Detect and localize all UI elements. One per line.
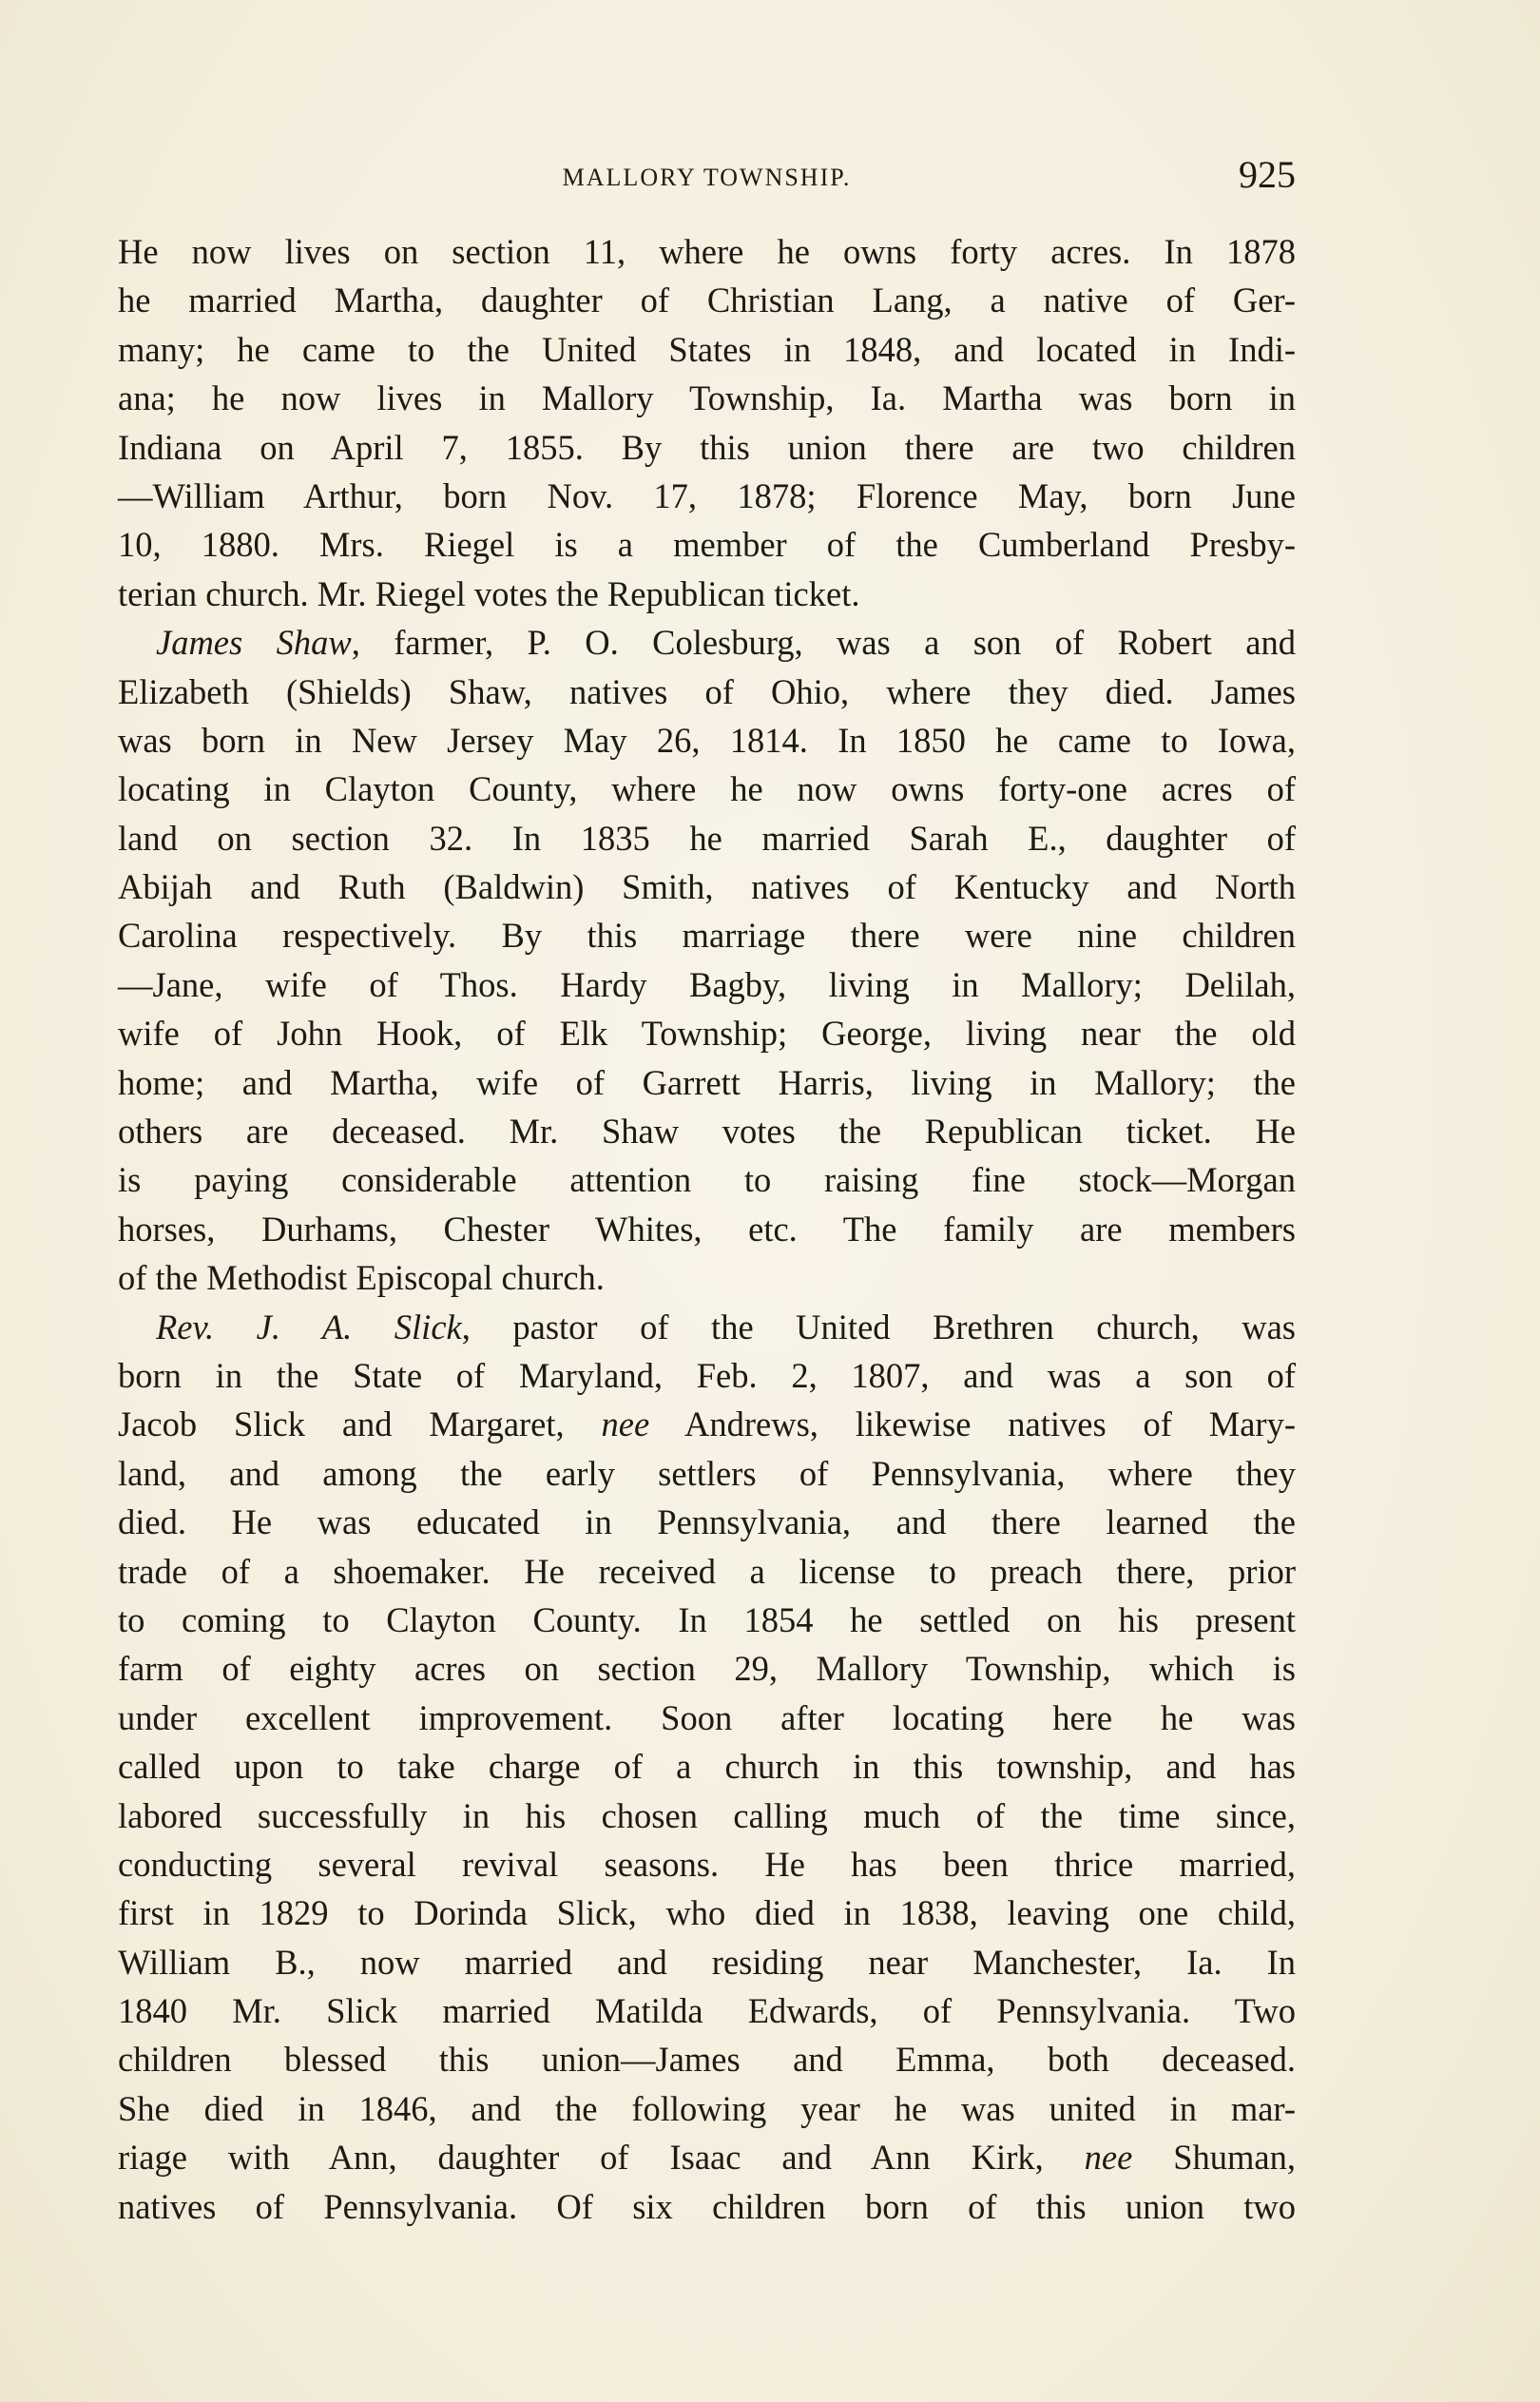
text-line — [118, 1840, 1296, 1889]
text-line — [118, 2035, 1296, 2083]
text-line — [118, 374, 1296, 422]
text-line — [118, 765, 1296, 813]
line-text: to coming to Clayton County. In 1854 he settled on his present — [118, 1599, 1296, 1639]
text-line — [118, 1889, 1296, 1937]
line-text: many; he came to the United States in 1848, and located in Indi- — [118, 329, 1296, 369]
text-line — [118, 911, 1296, 959]
italic-text: nee — [601, 1404, 650, 1444]
line-text: Elizabeth (Shields) Shaw, natives of Ohio, where they died. James — [118, 671, 1296, 711]
line-text: conducting several revival seasons. He has been thrice married, — [118, 1844, 1296, 1884]
line-text: locating in Clayton County, where he now owns forty-one acres of — [118, 769, 1296, 809]
line-text: trade of a shoemaker. He received a license to preach there, prior — [118, 1551, 1296, 1591]
text-line — [118, 1155, 1296, 1204]
body-text — [118, 227, 1296, 2231]
line-text: natives of Pennsylvania. Of six children born of this union two — [118, 2186, 1296, 2226]
line-text: terian church. Mr. Riegel votes the Republican ticket. — [118, 573, 860, 613]
text-line — [118, 1205, 1296, 1253]
line-text: wife of John Hook, of Elk Township; George, living near the old — [118, 1014, 1296, 1054]
text-line — [118, 2182, 1296, 2231]
line-text: He now lives on section 11, where he owns forty acres. In 1878 — [118, 232, 1296, 271]
line-text: home; and Martha, wife of Garrett Harris, living in Mallory; the — [118, 1062, 1296, 1102]
text-line — [118, 1303, 1296, 1351]
text-line — [118, 325, 1296, 374]
text-line — [118, 1792, 1296, 1840]
line-text: , pastor of the United Brethren church, was — [461, 1307, 1296, 1346]
text-line — [118, 472, 1296, 520]
line-text: children blessed this union—James and Emma, both deceased. — [118, 2040, 1296, 2080]
text-line — [118, 618, 1296, 667]
text-line — [118, 1742, 1296, 1791]
running-head: MALLORY TOWNSHIP. — [562, 164, 852, 191]
text-line — [118, 1009, 1296, 1057]
line-text: Abijah and Ruth (Baldwin) Smith, natives of Kentucky and North — [118, 867, 1296, 907]
line-text: horses, Durhams, Chester Whites, etc. The family are members — [118, 1209, 1296, 1249]
text-line — [118, 1694, 1296, 1742]
text-line — [118, 423, 1296, 472]
line-text: —Jane, wife of Thos. Hardy Bagby, living in Mallory; Delilah, — [118, 964, 1296, 1004]
line-text: land on section 32. In 1835 he married Sarah E., daughter of — [118, 818, 1296, 858]
text-line — [118, 1498, 1296, 1546]
italic-text: Rev. J. A. Slick — [156, 1307, 462, 1346]
italic-text: James Shaw — [156, 623, 352, 663]
text-line — [118, 1596, 1296, 1644]
line-text: labored successfully in his chosen calling much of the time since, — [118, 1795, 1296, 1835]
text-line — [118, 276, 1296, 324]
italic-text: nee — [1084, 2138, 1133, 2178]
text-line — [118, 1253, 1296, 1302]
line-text: She died in 1846, and the following year he was united in mar- — [118, 2088, 1296, 2128]
line-text: , farmer, P. O. Colesburg, was a son of Robert and — [351, 623, 1296, 663]
text-line — [118, 1058, 1296, 1107]
text-line — [118, 960, 1296, 1009]
line-text: Andrews, likewise natives of Mary- — [649, 1404, 1296, 1444]
line-text: land, and among the early settlers of Pennsylvania, where they — [118, 1453, 1296, 1493]
text-line — [118, 2084, 1296, 2133]
line-text: ana; he now lives in Mallory Township, Ia. Martha was born in — [118, 378, 1296, 418]
line-text: Jacob Slick and Margaret, — [118, 1404, 602, 1444]
text-line — [118, 814, 1296, 862]
line-text: riage with Ann, daughter of Isaac and Ann Kirk, — [118, 2138, 1085, 2178]
page-number: 925 — [1239, 153, 1296, 196]
text-line — [118, 227, 1296, 276]
line-text: 1840 Mr. Slick married Matilda Edwards, of Pennsylvania. Two — [118, 1991, 1296, 2031]
line-text: first in 1829 to Dorinda Slick, who died in 1838, leaving one child, — [118, 1893, 1296, 1933]
line-text: Shuman, — [1132, 2138, 1296, 2178]
text-line — [118, 1449, 1296, 1498]
text-line — [118, 1644, 1296, 1693]
text-line — [118, 668, 1296, 716]
line-text: 10, 1880. Mrs. Riegel is a member of the Cumberland Presby- — [118, 525, 1296, 565]
line-text: called upon to take charge of a church in this township, and has — [118, 1747, 1296, 1787]
line-text: he married Martha, daughter of Christian Lang, a native of Ger- — [118, 281, 1296, 320]
line-text: was born in New Jersey May 26, 1814. In 1850 he came to Iowa, — [118, 720, 1296, 760]
line-text: farm of eighty acres on section 29, Mallory Township, which is — [118, 1649, 1296, 1689]
text-line — [118, 570, 1296, 618]
line-text: others are deceased. Mr. Shaw votes the Republican ticket. He — [118, 1112, 1296, 1152]
line-text: —William Arthur, born Nov. 17, 1878; Florence May, born June — [118, 475, 1296, 515]
line-text: is paying considerable attention to raising fine stock—Morgan — [118, 1160, 1296, 1200]
line-text: died. He was educated in Pennsylvania, and there learned the — [118, 1502, 1296, 1542]
text-line — [118, 716, 1296, 765]
line-text: of the Methodist Episcopal church. — [118, 1258, 605, 1298]
text-line — [118, 1351, 1296, 1400]
text-line — [118, 520, 1296, 569]
line-text: Carolina respectively. By this marriage there were nine children — [118, 916, 1296, 956]
text-line — [118, 2133, 1296, 2181]
text-line — [118, 1938, 1296, 1986]
text-line — [118, 862, 1296, 911]
page-header — [118, 152, 1296, 205]
text-line — [118, 1400, 1296, 1448]
text-line — [118, 1107, 1296, 1155]
line-text: Indiana on April 7, 1855. By this union there are two children — [118, 427, 1296, 467]
text-line — [118, 1986, 1296, 2035]
line-text: under excellent improvement. Soon after locating here he was — [118, 1697, 1296, 1737]
line-text: William B., now married and residing near Manchester, Ia. In — [118, 1942, 1296, 1982]
line-text: born in the State of Maryland, Feb. 2, 1807, and was a son of — [118, 1355, 1296, 1395]
text-line — [118, 1547, 1296, 1596]
